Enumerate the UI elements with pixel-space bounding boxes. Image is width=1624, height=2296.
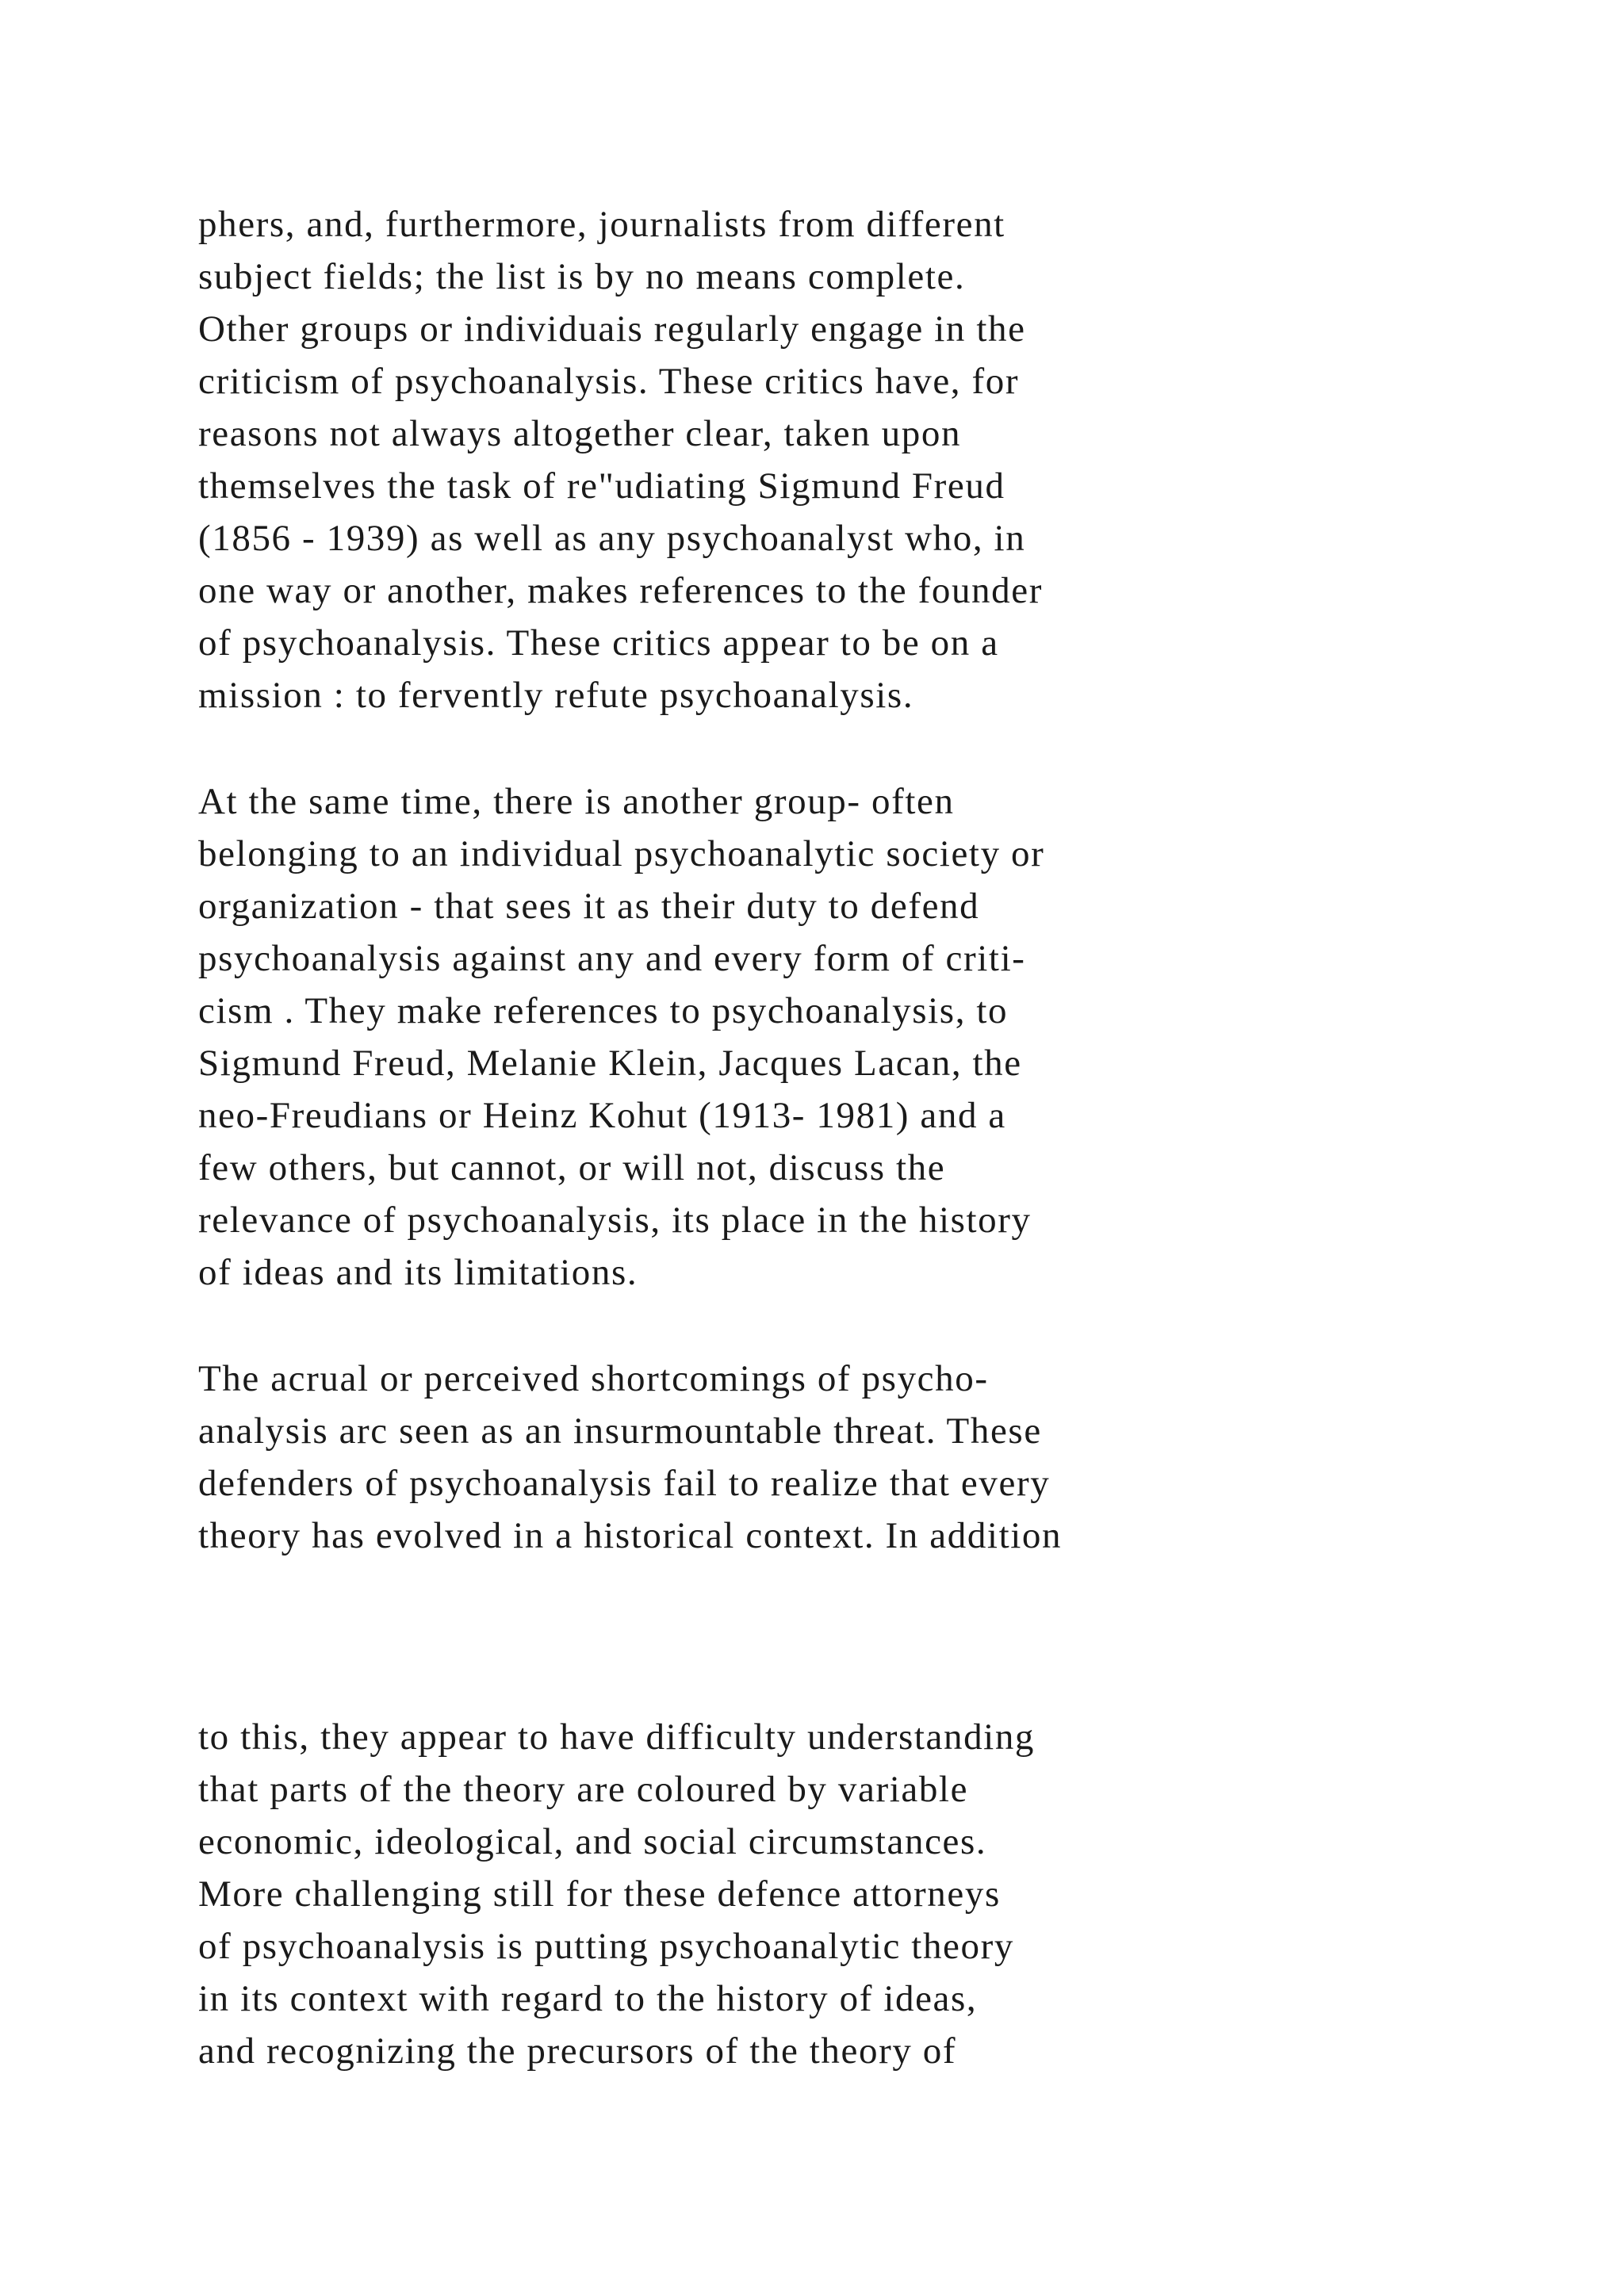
text-line: psychoanalysis against any and every form of criti- — [198, 938, 1026, 979]
text-line: in its context with regard to the history of ideas, — [198, 1978, 978, 2019]
text-line: The acrual or perceived shortcomings of psycho- — [198, 1358, 989, 1399]
text-line: mission : to fervently refute psychoanalysis. — [198, 675, 914, 716]
text-line: At the same time, there is another group- often — [198, 781, 955, 822]
text-line: cism . They make references to psychoanalysis, to — [198, 990, 1009, 1031]
text-line: relevance of psychoanalysis, its place in the history — [198, 1200, 1032, 1241]
text-line: reasons not always altogether clear, taken upon — [198, 413, 962, 454]
text-line: phers, and, furthermore, journalists from different — [198, 204, 1005, 245]
text-line: few others, but cannot, or will not, discuss the — [198, 1147, 946, 1188]
text-line: defenders of psychoanalysis fail to realize that every — [198, 1463, 1051, 1504]
text-line: one way or another, makes references to the founder — [198, 570, 1043, 611]
text-line: that parts of the theory are coloured by variable — [198, 1769, 969, 1810]
text-line: theory has evolved in a historical context. In addition — [198, 1515, 1063, 1556]
paragraph — [198, 1711, 1467, 2077]
paragraph — [198, 775, 1467, 1299]
paragraph — [198, 1353, 1467, 1562]
text-line: analysis arc seen as an insurmountable threat. These — [198, 1410, 1042, 1452]
text-line: belonging to an individual psychoanalytic society or — [198, 833, 1045, 874]
text-line: neo-Freudians or Heinz Kohut (1913- 1981) and a — [198, 1095, 1006, 1136]
text-line: themselves the task of re"udiating Sigmund Freud — [198, 465, 1005, 507]
text-line: (1856 - 1939) as well as any psychoanalyst who, in — [198, 518, 1026, 559]
text-line: economic, ideological, and social circumstances. — [198, 1821, 987, 1862]
text-line: Sigmund Freud, Melanie Klein, Jacques Lacan, the — [198, 1043, 1022, 1084]
text-line: of ideas and its limitations. — [198, 1252, 638, 1293]
text-line: More challenging still for these defence attorneys — [198, 1873, 1001, 1915]
text-line: Other groups or individuais regularly engage in the — [198, 308, 1026, 350]
text-line: of psychoanalysis. These critics appear to be on a — [198, 622, 999, 664]
text-line: and recognizing the precursors of the theory of — [198, 2030, 957, 2072]
paragraph — [198, 198, 1467, 721]
text-line: to this, they appear to have difficulty understanding — [198, 1716, 1036, 1758]
text-line: of psychoanalysis is putting psychoanalytic theory — [198, 1926, 1014, 1967]
text-line: criticism of psychoanalysis. These critics have, for — [198, 361, 1020, 402]
text-line: organization - that sees it as their duty to defend — [198, 886, 980, 927]
text-line: subject fields; the list is by no means complete. — [198, 256, 966, 297]
